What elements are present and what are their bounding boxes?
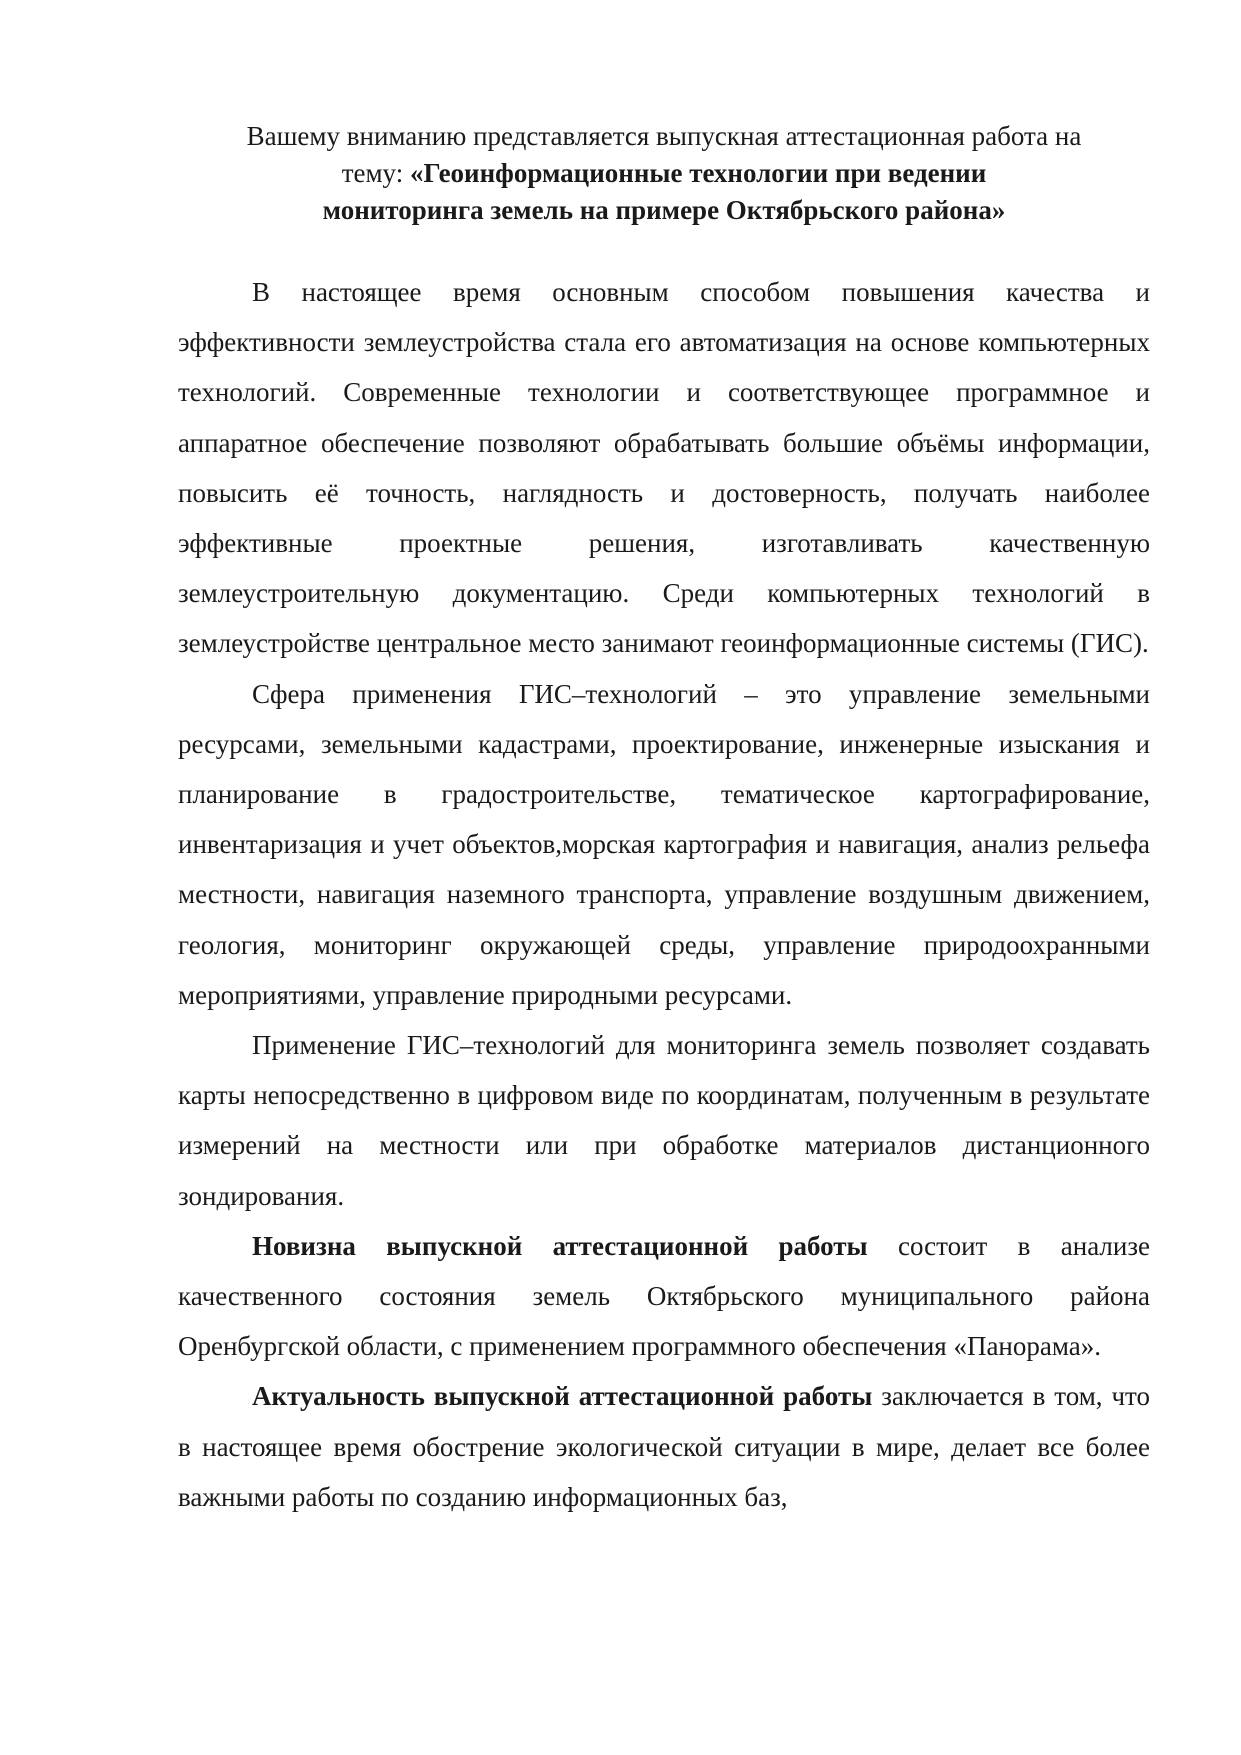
paragraph-relevance [178, 1371, 1150, 1522]
novelty-heading: Новизна выпускной аттестационной работы [252, 1230, 868, 1261]
novelty-text: состоит в анализе качественного состояния земель Октябрьского муниципального района Оренбургской области, с применением программного обеспечения «Панорама». [178, 1230, 1150, 1362]
paragraph-novelty [178, 1221, 1150, 1372]
relevance-text: заключается в том, что в настоящее время обострение экологической ситуации в мире, делает все более важными работы по созданию информационных баз, [178, 1381, 1150, 1512]
title-topic-part-1: «Геоинформационные технологии при ведении [409, 158, 987, 188]
paragraph-automation: В настоящее время основным способом повышения качества и эффективности землеустройства стала его автоматизация на основе компьютерных технологий. Современные технологии и соответствующее программное и аппаратное обеспечение позволяют обрабатывать большие объёмы информации, повысить её точность, наглядность и достоверность, получать наиболее эффективные проектные решения, изготавливать качественную землеустроительную документацию. Среди компьютерных технологий в землеустройстве центральное место занимают геоинформационные системы (ГИС). [178, 277, 1150, 659]
document-title [178, 118, 1150, 229]
relevance-heading: Актуальность выпускной аттестационной работы [252, 1381, 873, 1412]
paragraph-gis-scope: Сфера применения ГИС–технологий – это управление земельными ресурсами, земельными кадастрами, проектирование, инженерные изыскания и планирование в градостроительстве, тематическое картографирование, инвентаризация и учет объектов,морская картография и навигация, анализ рельефа местности, навигация наземного транспорта, управление воздушным движением, геология, мониторинг окружающей среды, управление природоохранными мероприятиями, управление природными ресурсами. [178, 678, 1150, 1010]
title-topic-part-2: мониторинга земель на примере Октябрьского района» [322, 195, 1006, 225]
title-line-2 [178, 155, 1150, 192]
title-line-1: Вашему вниманию представляется выпускная аттестационная работа на [246, 121, 1082, 151]
title-prefix: тему: [341, 158, 410, 188]
document-body [178, 267, 1150, 1522]
title-line-3 [178, 192, 1150, 229]
paragraph-gis-monitoring: Применение ГИС–технологий для мониторинга земель позволяет создавать карты непосредственно в цифровом виде по координатам, полученным в результате измерений на местности или при обработке материалов дистанционного зондирования. [178, 1030, 1150, 1211]
